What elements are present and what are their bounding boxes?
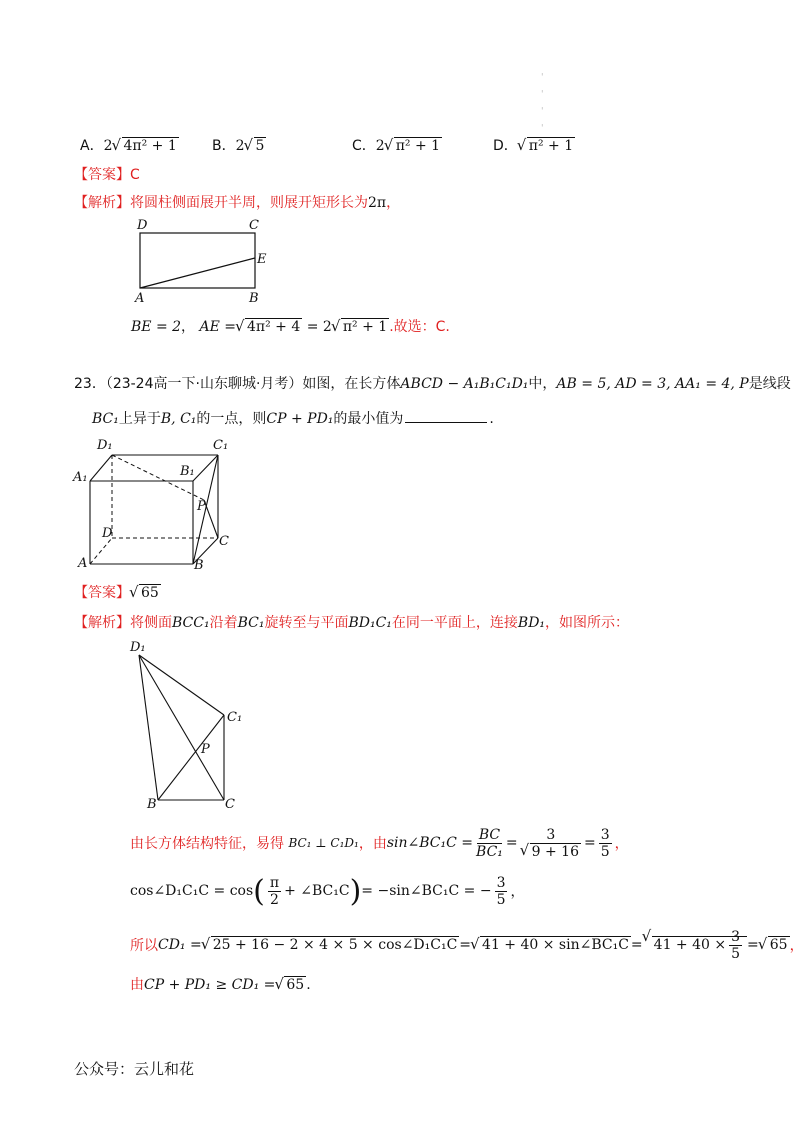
label-a1: A₁ — [73, 470, 88, 485]
q23-answer: 【答案】√ 65 — [74, 582, 161, 602]
label-b: B — [194, 558, 204, 573]
label-d: D — [102, 526, 113, 541]
solution-line-2: cos∠D₁C₁C = cos ( $\frac{\pi}{2}$ + ∠BC₁C ) = −sin∠BC₁C = − $\frac{3}{5}$ ， — [130, 873, 525, 909]
label-a: A — [78, 556, 88, 571]
label-c: C — [249, 218, 259, 233]
option-b: B．2√ 5 — [212, 135, 266, 155]
option-a: A．2√ 4π² + 1 — [80, 135, 179, 155]
label-d: D — [137, 218, 148, 233]
dot-mark: ' — [541, 107, 544, 117]
q23-stem-line2: BC₁上异于B, C₁的一点，则CP + PD₁的最小值为 . — [92, 411, 494, 427]
label-c1: C₁ — [227, 710, 243, 725]
dot-mark: ' — [541, 124, 544, 134]
dot-mark: ' — [541, 73, 544, 83]
label-p: P — [197, 499, 206, 514]
solution-line-1: 由长方体结构特征，易得 BC₁ ⊥ C₁D₁ ，由 sin∠BC₁C = $\frac{BC}{\text{BC₁}}$ = 3 √ 9 + 16 = $\frac{3}{5}$ ， — [130, 828, 629, 858]
footer-account: 公众号：云儿和花 — [74, 1060, 195, 1078]
solution-line-4: 由CP + PD₁ ≥ CD₁ =√ 65 . — [130, 974, 311, 994]
q22-calc: BE = 2， AE =√ 4π² + 4 = 2√ π² + 1 .故选：C. — [131, 316, 450, 336]
label-c: C — [225, 797, 235, 812]
label-a: A — [135, 291, 145, 306]
label-b: B — [147, 797, 157, 812]
label-c1: C₁ — [213, 438, 229, 453]
q22-analysis: 【解析】将圆柱侧面展开半周，则展开矩形长为2π， — [74, 195, 401, 211]
label-e: E — [257, 252, 267, 267]
q23-stem-line1: 23．（23-24高一下·山东聊城·月考）如图，在长方体ABCD − A₁B₁C₁D₁中，AB = 5, AD = 3, AA₁ = 4, P是线段 — [74, 376, 791, 392]
q23-analysis: 【解析】将侧面BCC₁沿着BC₁旋转至与平面BD₁C₁在同一平面上，连接BD₁，如图所示： — [74, 615, 630, 631]
label-p: P — [201, 742, 210, 757]
label-b: B — [249, 291, 259, 306]
option-c: C．2√ π² + 1 — [352, 135, 442, 155]
dot-mark: ' — [541, 90, 544, 100]
q22-answer: 【答案】C — [74, 167, 140, 183]
label-b1: B₁ — [180, 464, 195, 479]
label-d1: D₁ — [97, 438, 113, 453]
option-d: D．√ π² + 1 — [493, 135, 575, 155]
label-d1: D₁ — [130, 640, 146, 655]
label-c: C — [219, 534, 229, 549]
solution-line-3: 所以 CD₁ = √ 25 + 16 − 2 × 4 × 5 × cos∠D₁C₁C = √ 41 + 40 × sin∠BC₁C = √ 41 + 40 × $\frac{3}{5}$ = √ 65 ， — [130, 928, 804, 962]
